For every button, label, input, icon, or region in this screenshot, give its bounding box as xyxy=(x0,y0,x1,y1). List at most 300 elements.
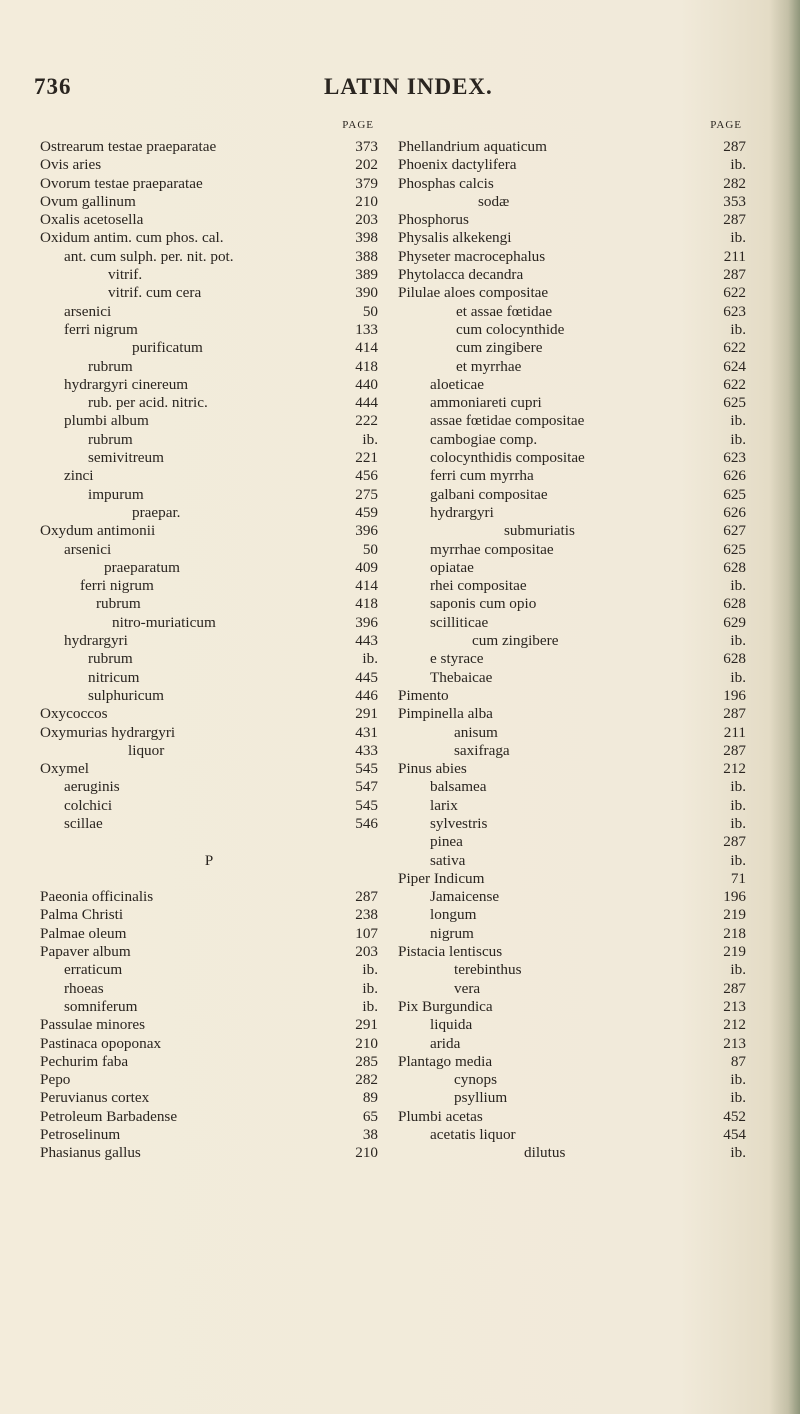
index-entry xyxy=(40,961,378,979)
index-entry xyxy=(40,303,378,321)
index-entry xyxy=(398,998,746,1016)
index-page-ref: 210 xyxy=(355,1034,378,1052)
index-entry xyxy=(398,778,746,796)
index-page-ref: 396 xyxy=(355,522,378,540)
index-page-ref: ib. xyxy=(730,1071,746,1089)
index-term: vera xyxy=(454,979,481,997)
index-entry xyxy=(398,175,746,193)
index-term: cambogiae comp. xyxy=(430,430,538,448)
index-term: Petroselinum xyxy=(40,1126,121,1144)
index-page-ref: 212 xyxy=(723,760,746,778)
index-term: vitrif. xyxy=(108,266,143,284)
index-term: Ovorum testae praeparatae xyxy=(40,174,203,192)
index-page-ref: ib. xyxy=(730,229,746,247)
page-number: 736 xyxy=(34,74,72,99)
index-term: assae fœtidae compositae xyxy=(430,412,585,430)
index-page-ref: ib. xyxy=(730,632,746,650)
column-page-heading: PAGE xyxy=(342,119,374,131)
index-page-ref: ib. xyxy=(730,1089,746,1107)
index-entry xyxy=(40,175,378,193)
index-entry xyxy=(398,1144,746,1162)
page-edge-shadow xyxy=(770,0,800,1414)
index-term: Physalis alkekengi xyxy=(398,229,512,247)
index-page-ref: 396 xyxy=(355,613,378,631)
index-page-ref: 628 xyxy=(723,595,746,613)
index-entry xyxy=(398,522,746,540)
index-page-ref: 282 xyxy=(723,174,746,192)
index-page-ref: 624 xyxy=(723,357,746,375)
index-entry xyxy=(40,577,378,595)
index-entry xyxy=(398,870,746,888)
index-term: Phellandrium aquaticum xyxy=(398,138,547,155)
index-page-ref: 282 xyxy=(355,1071,378,1089)
index-column-left xyxy=(40,119,378,1163)
index-entry xyxy=(40,321,378,339)
index-entry xyxy=(40,888,378,906)
index-entry xyxy=(40,632,378,650)
index-page-ref: 433 xyxy=(355,741,378,759)
index-term: vitrif. cum cera xyxy=(108,284,202,302)
index-term: arsenici xyxy=(64,302,112,320)
index-term: cum zingibere xyxy=(456,339,543,357)
index-page-ref: 446 xyxy=(355,686,378,704)
index-page-ref: 398 xyxy=(355,229,378,247)
index-page-ref: 275 xyxy=(355,485,378,503)
index-page-ref: 287 xyxy=(723,833,746,851)
index-page-ref: 409 xyxy=(355,558,378,576)
index-page-ref: 202 xyxy=(355,156,378,174)
index-term: Peruvianus cortex xyxy=(40,1089,150,1107)
index-term: liquida xyxy=(430,1016,473,1034)
index-page-ref: 390 xyxy=(355,284,378,302)
index-page-ref: 388 xyxy=(355,247,378,265)
index-term: dilutus xyxy=(524,1144,566,1162)
index-page-ref: 212 xyxy=(723,1016,746,1034)
index-entry xyxy=(398,229,746,247)
index-page-ref: 547 xyxy=(355,778,378,796)
index-entry xyxy=(398,925,746,943)
running-title: LATIN INDEX. xyxy=(324,74,493,99)
index-page-ref: 213 xyxy=(723,997,746,1015)
index-term: Papaver album xyxy=(40,943,131,961)
index-term: saxifraga xyxy=(454,741,510,759)
index-term: zinci xyxy=(64,467,94,485)
index-term: Jamaicense xyxy=(430,888,500,906)
index-entry xyxy=(398,650,746,668)
index-entry xyxy=(40,248,378,266)
index-term: ammoniareti cupri xyxy=(430,394,542,412)
index-entry xyxy=(40,760,378,778)
index-entry xyxy=(398,449,746,467)
index-page-ref: 414 xyxy=(355,577,378,595)
index-term: nitro-muriaticum xyxy=(112,613,216,631)
index-page-ref: 71 xyxy=(730,869,746,887)
index-entry xyxy=(398,742,746,760)
index-page-ref: 445 xyxy=(355,668,378,686)
index-page-ref: ib. xyxy=(730,668,746,686)
index-term: Palma Christi xyxy=(40,906,124,924)
index-term: hydrargyri xyxy=(430,503,494,521)
index-entry xyxy=(40,1089,378,1107)
index-page-ref: 287 xyxy=(723,138,746,155)
index-term: myrrhae compositae xyxy=(430,540,554,558)
index-entry xyxy=(40,687,378,705)
index-page-ref: 221 xyxy=(355,449,378,467)
index-term: cum zingibere xyxy=(472,632,559,650)
index-entry xyxy=(398,1053,746,1071)
index-term: Physeter macrocephalus xyxy=(398,247,546,265)
index-entry xyxy=(40,376,378,394)
index-term: acetatis liquor xyxy=(430,1126,516,1144)
index-page-ref: 287 xyxy=(723,741,746,759)
index-term: Palmae oleum xyxy=(40,924,127,942)
index-term: Passulae minores xyxy=(40,1016,146,1034)
index-entry xyxy=(40,724,378,742)
index-entry xyxy=(398,339,746,357)
index-term: Pix Burgundica xyxy=(398,997,493,1015)
index-page-ref: ib. xyxy=(730,796,746,814)
index-entry xyxy=(40,467,378,485)
index-term: Oxidum antim. cum phos. cal. xyxy=(40,229,224,247)
index-entry xyxy=(398,1126,746,1144)
index-entry xyxy=(40,998,378,1016)
index-term: balsamea xyxy=(430,778,487,796)
index-page-ref: 203 xyxy=(355,943,378,961)
index-page-ref: 38 xyxy=(362,1126,378,1144)
index-entry xyxy=(398,156,746,174)
index-entry xyxy=(398,906,746,924)
index-entry xyxy=(40,669,378,687)
index-entry xyxy=(40,778,378,796)
index-entry xyxy=(398,833,746,851)
index-page-ref: 418 xyxy=(355,357,378,375)
index-term: aeruginis xyxy=(64,778,120,796)
index-term: rubrum xyxy=(88,357,133,375)
index-page-ref: ib. xyxy=(362,961,378,979)
index-page-ref: 287 xyxy=(723,266,746,284)
index-page-ref: 107 xyxy=(355,924,378,942)
index-entry xyxy=(40,1035,378,1053)
index-term: praepar. xyxy=(132,503,181,521)
index-entry xyxy=(40,815,378,833)
index-term: et assae fœtidae xyxy=(456,302,553,320)
index-term: Pinus abies xyxy=(398,760,467,778)
index-page-ref: 625 xyxy=(723,394,746,412)
index-entry xyxy=(40,431,378,449)
index-term: aloeticae xyxy=(430,375,484,393)
index-term: Ostrearum testae praeparatae xyxy=(40,138,217,155)
index-term: plumbi album xyxy=(64,412,149,430)
index-page-ref: 210 xyxy=(355,1144,378,1162)
index-term: rhoeas xyxy=(64,979,104,997)
index-page-ref: 456 xyxy=(355,467,378,485)
index-term: scilliticae xyxy=(430,613,489,631)
index-term: Pepo xyxy=(40,1071,71,1089)
index-term: Oxalis acetosella xyxy=(40,211,144,229)
index-term: submuriatis xyxy=(504,522,575,540)
index-entry xyxy=(398,1016,746,1034)
index-page-ref: 287 xyxy=(355,888,378,906)
index-page-ref: 287 xyxy=(723,211,746,229)
index-term: Oxycoccos xyxy=(40,705,108,723)
index-entry xyxy=(40,906,378,924)
section-letter xyxy=(40,852,378,870)
index-entry xyxy=(40,797,378,815)
index-term: sylvestris xyxy=(430,814,488,832)
index-entry xyxy=(40,980,378,998)
index-page-ref: 50 xyxy=(362,302,378,320)
index-page-ref: 418 xyxy=(355,595,378,613)
index-term: Pimento xyxy=(398,686,449,704)
index-entry xyxy=(398,358,746,376)
index-page-ref: 622 xyxy=(723,375,746,393)
index-entry xyxy=(398,760,746,778)
index-term: Pastinaca opoponax xyxy=(40,1034,162,1052)
index-page-ref: 626 xyxy=(723,503,746,521)
index-page-ref: 238 xyxy=(355,906,378,924)
index-entry xyxy=(398,1035,746,1053)
index-entry xyxy=(40,742,378,760)
index-term: Ovum gallinum xyxy=(40,192,136,210)
index-entry xyxy=(398,193,746,211)
index-entry xyxy=(398,394,746,412)
index-page-ref: ib. xyxy=(730,412,746,430)
index-entry xyxy=(40,211,378,229)
index-page-ref: 454 xyxy=(723,1126,746,1144)
index-page-ref: 218 xyxy=(723,924,746,942)
index-page-ref: 133 xyxy=(355,320,378,338)
index-term: purificatum xyxy=(132,339,203,357)
index-entry xyxy=(398,321,746,339)
index-entry xyxy=(398,376,746,394)
index-entry xyxy=(398,888,746,906)
index-term: Thebaicae xyxy=(430,668,493,686)
index-entry xyxy=(40,595,378,613)
index-page-ref: 629 xyxy=(723,613,746,631)
index-page-ref: 291 xyxy=(355,1016,378,1034)
index-page-ref: 222 xyxy=(355,412,378,430)
index-entry xyxy=(398,303,746,321)
index-page-ref: 213 xyxy=(723,1034,746,1052)
index-entry xyxy=(40,504,378,522)
index-term: e styrace xyxy=(430,650,484,668)
index-page-ref: 626 xyxy=(723,467,746,485)
section-letter-label: P xyxy=(204,852,214,869)
index-entry xyxy=(40,1053,378,1071)
index-page-ref: 203 xyxy=(355,211,378,229)
index-term: saponis cum opio xyxy=(430,595,537,613)
index-page-ref: 211 xyxy=(723,247,746,265)
index-page-ref: 50 xyxy=(362,540,378,558)
index-term: erraticum xyxy=(64,961,123,979)
index-term: Oxymel xyxy=(40,760,89,778)
index-page-ref: 628 xyxy=(723,558,746,576)
index-page-ref: 414 xyxy=(355,339,378,357)
index-term: Phosphas calcis xyxy=(398,174,494,192)
index-entry xyxy=(398,577,746,595)
index-entry xyxy=(398,1089,746,1107)
page-header xyxy=(34,74,754,104)
index-term: Pechurim faba xyxy=(40,1052,129,1070)
index-page-ref: 546 xyxy=(355,814,378,832)
index-entry xyxy=(398,961,746,979)
index-entry xyxy=(398,687,746,705)
index-term: Phoenix dactylifera xyxy=(398,156,517,174)
index-term: terebinthus xyxy=(454,961,522,979)
index-entry xyxy=(40,266,378,284)
index-term: Piper Indicum xyxy=(398,869,485,887)
index-entry xyxy=(40,705,378,723)
index-entry xyxy=(398,211,746,229)
index-entry xyxy=(40,1144,378,1162)
index-entry xyxy=(40,1126,378,1144)
index-page-ref: ib. xyxy=(730,320,746,338)
index-entry xyxy=(40,193,378,211)
index-entry xyxy=(398,595,746,613)
index-entry xyxy=(398,431,746,449)
index-term: hydrargyri cinereum xyxy=(64,375,189,393)
index-entry xyxy=(40,339,378,357)
index-entry xyxy=(40,156,378,174)
index-term: ant. cum sulph. per. nit. pot. xyxy=(64,247,234,265)
index-term: longum xyxy=(430,906,477,924)
index-entry xyxy=(398,632,746,650)
index-entry xyxy=(398,248,746,266)
index-entry xyxy=(398,486,746,504)
index-page-ref: 622 xyxy=(723,284,746,302)
index-term: psyllium xyxy=(454,1089,508,1107)
index-page-ref: 431 xyxy=(355,723,378,741)
index-entry xyxy=(398,266,746,284)
index-page-ref: ib. xyxy=(730,814,746,832)
index-term: arsenici xyxy=(64,540,112,558)
index-term: Oxymurias hydrargyri xyxy=(40,723,176,741)
index-term: larix xyxy=(430,796,458,814)
index-term: Ovis aries xyxy=(40,156,102,174)
index-page-ref: 628 xyxy=(723,650,746,668)
index-entry xyxy=(398,541,746,559)
index-term: cum colocynthide xyxy=(456,320,565,338)
index-entry xyxy=(40,559,378,577)
index-entry xyxy=(40,522,378,540)
index-term: rubrum xyxy=(96,595,141,613)
index-term: Phytolacca decandra xyxy=(398,266,524,284)
index-page-ref: ib. xyxy=(730,1144,746,1162)
index-entry xyxy=(40,541,378,559)
index-term: cynops xyxy=(454,1071,498,1089)
index-entry xyxy=(40,650,378,668)
index-entry xyxy=(40,943,378,961)
index-entry xyxy=(398,559,746,577)
index-term: impurum xyxy=(88,485,144,503)
index-entry xyxy=(398,412,746,430)
index-term: Phosphorus xyxy=(398,211,469,229)
index-term: sulphuricum xyxy=(88,686,164,704)
index-term: sodæ xyxy=(478,192,510,210)
index-term: Pimpinella alba xyxy=(398,705,493,723)
index-term: ferri nigrum xyxy=(80,577,154,595)
index-term: Paeonia officinalis xyxy=(40,888,154,906)
index-page-ref: ib. xyxy=(730,778,746,796)
index-page-ref: 623 xyxy=(723,302,746,320)
index-entry xyxy=(40,614,378,632)
index-page-ref: ib. xyxy=(362,979,378,997)
index-page-ref: 285 xyxy=(355,1052,378,1070)
index-page-ref: 196 xyxy=(723,888,746,906)
index-page-ref: ib. xyxy=(730,577,746,595)
index-entry xyxy=(398,852,746,870)
index-term: et myrrhae xyxy=(456,357,522,375)
index-page-ref: 622 xyxy=(723,339,746,357)
index-page-ref: 87 xyxy=(730,1052,746,1070)
index-entry xyxy=(40,358,378,376)
index-page-ref: 627 xyxy=(723,522,746,540)
index-page-ref: 291 xyxy=(355,705,378,723)
index-page-ref: ib. xyxy=(730,961,746,979)
index-term: ferri nigrum xyxy=(64,320,138,338)
index-entry xyxy=(398,284,746,302)
index-entry xyxy=(398,797,746,815)
index-page-ref: 443 xyxy=(355,632,378,650)
index-entry xyxy=(398,467,746,485)
index-page-ref: 389 xyxy=(355,266,378,284)
index-term: opiatae xyxy=(430,558,474,576)
index-entry xyxy=(40,229,378,247)
index-term: colchici xyxy=(64,796,113,814)
index-entry xyxy=(398,1108,746,1126)
index-entry xyxy=(398,815,746,833)
index-page-ref: 196 xyxy=(723,686,746,704)
index-page-ref: 211 xyxy=(723,723,746,741)
index-page-ref: 625 xyxy=(723,485,746,503)
index-page-ref: 353 xyxy=(723,192,746,210)
index-page-ref: 440 xyxy=(355,375,378,393)
index-term: liquor xyxy=(128,741,165,759)
index-page-ref: ib. xyxy=(362,430,378,448)
column-page-heading: PAGE xyxy=(710,119,742,131)
index-page-ref: 373 xyxy=(355,138,378,155)
index-term: arida xyxy=(430,1034,461,1052)
index-page-ref: 379 xyxy=(355,174,378,192)
index-page-ref: 459 xyxy=(355,503,378,521)
index-entry xyxy=(398,669,746,687)
index-entry xyxy=(40,394,378,412)
index-term: nitricum xyxy=(88,668,140,686)
index-term: pinea xyxy=(430,833,463,851)
index-entry xyxy=(40,138,378,156)
index-page-ref: ib. xyxy=(730,851,746,869)
index-entry xyxy=(40,833,378,851)
index-entry xyxy=(40,412,378,430)
index-entry xyxy=(398,705,746,723)
index-term: Phasianus gallus xyxy=(40,1144,141,1162)
index-term: hydrargyri xyxy=(64,632,128,650)
index-term: galbani compositae xyxy=(430,485,548,503)
index-term: rubrum xyxy=(88,650,133,668)
index-page-ref: 623 xyxy=(723,449,746,467)
index-page-ref: 287 xyxy=(723,979,746,997)
index-page-ref: 65 xyxy=(362,1107,378,1125)
index-page-ref: 89 xyxy=(362,1089,378,1107)
index-page-ref: ib. xyxy=(362,650,378,668)
index-term: rhei compositae xyxy=(430,577,527,595)
index-entry xyxy=(40,1108,378,1126)
index-page-ref: 545 xyxy=(355,760,378,778)
index-term: Pistacia lentiscus xyxy=(398,943,503,961)
index-term: Oxydum antimonii xyxy=(40,522,156,540)
index-page-ref: 545 xyxy=(355,796,378,814)
index-term: rubrum xyxy=(88,430,133,448)
